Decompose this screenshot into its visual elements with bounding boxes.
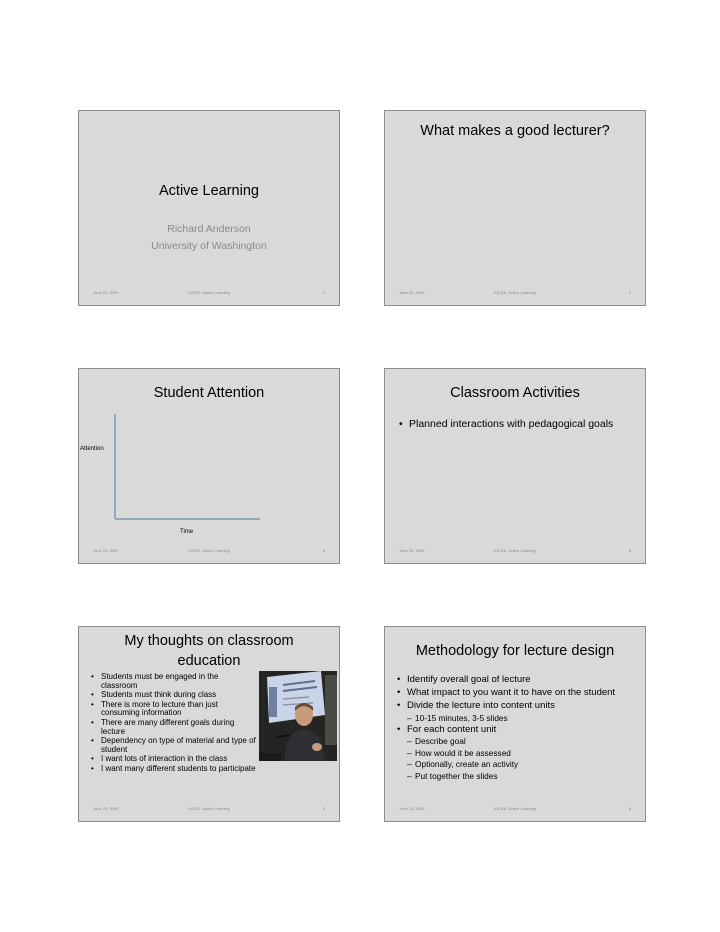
list-item: • Students must think during class — [91, 691, 256, 700]
slide-5-footer — [79, 806, 339, 814]
footer-date: June 25, 2009 — [93, 548, 119, 553]
slide-4-footer — [385, 548, 645, 556]
list-item: • Identify overall goal of lecture — [397, 675, 637, 685]
footer-date: June 25, 2009 — [399, 290, 425, 295]
sub-list-a — [397, 713, 637, 723]
footer-slide-number: 1 — [322, 290, 325, 295]
footer-date: June 25, 2009 — [399, 806, 425, 811]
slide-6-title: Methodology for lecture design — [415, 643, 615, 659]
slide-1-author: Richard Anderson — [167, 223, 251, 235]
sub-list-item: – Put together the slides — [407, 771, 637, 783]
list-item: • What impact to you want it to have on the student — [397, 688, 637, 698]
slide-4 — [384, 368, 646, 564]
footer-center: IUCEE: Active Learning — [494, 548, 536, 553]
list-item: • Divide the lecture into content units — [397, 701, 637, 711]
footer-slide-number: 4 — [628, 548, 631, 553]
sub-list-container — [397, 713, 637, 723]
lecturer-photo — [259, 671, 337, 761]
list-item: • There is more to lecture than just consuming information — [91, 701, 256, 718]
slide-2-title: What makes a good lecturer? — [420, 123, 610, 139]
slide-1-footer — [79, 290, 339, 298]
slide-4-bullets — [399, 417, 629, 432]
slide-3-title: Student Attention — [153, 385, 265, 401]
slide-5-title-line-1: My thoughts on classroom — [124, 633, 294, 649]
slide-5 — [78, 626, 340, 822]
footer-slide-number: 3 — [322, 548, 325, 553]
footer-date: June 25, 2009 — [399, 548, 425, 553]
list-item: • I want many different students to participate — [91, 765, 256, 774]
footer-center: IUCEE: Active Learning — [494, 806, 536, 811]
slide-6 — [384, 626, 646, 822]
sub-list-item: – Optionally, create an activity — [407, 759, 637, 771]
sub-list-container — [397, 736, 637, 782]
footer-center: IUCEE: Active Learning — [188, 806, 230, 811]
slide-6-bullets — [397, 675, 637, 782]
slide-3-footer — [79, 548, 339, 556]
footer-date: June 25, 2009 — [93, 290, 119, 295]
slide-1 — [78, 110, 340, 306]
slide-2 — [384, 110, 646, 306]
lecturer-photo-illustration — [259, 671, 337, 761]
footer-slide-number: 6 — [628, 806, 631, 811]
footer-center: IUCEE: Active Learning — [494, 290, 536, 295]
footer-center: IUCEE: Active Learning — [188, 548, 230, 553]
footer-date: June 25, 2009 — [93, 806, 119, 811]
slide-2-footer — [385, 290, 645, 298]
slide-4-title: Classroom Activities — [450, 385, 580, 401]
y-axis-label: Attention — [80, 446, 104, 452]
sub-list-item: – Describe goal — [407, 736, 637, 748]
list-item: • Planned interactions with pedagogical goals — [399, 417, 629, 432]
slide-5-title-line-2: education — [177, 653, 241, 669]
list-item: • For each content unit — [397, 725, 637, 735]
slide-5-bullets — [91, 673, 256, 774]
slide-1-affiliation: University of Washington — [151, 240, 267, 252]
footer-center: IUCEE: Active Learning — [188, 290, 230, 295]
sub-list-item: – How would it be assessed — [407, 748, 637, 760]
x-axis-label: Time — [180, 529, 194, 535]
list-item: • There are many different goals during lecture — [91, 719, 256, 736]
list-item: • Students must be engaged in the classroom — [91, 673, 256, 690]
list-item: • Dependency on type of material and type of student — [91, 737, 256, 754]
sub-list-b — [397, 736, 637, 782]
footer-slide-number: 5 — [322, 806, 325, 811]
sub-list-item: – 10-15 minutes, 3-5 slides — [407, 713, 637, 723]
attention-axes — [79, 369, 339, 563]
list-item: • I want lots of interaction in the class — [91, 755, 256, 764]
slide-1-heading: Active Learning — [159, 183, 259, 199]
slide-6-footer — [385, 806, 645, 814]
footer-slide-number: 2 — [628, 290, 631, 295]
slide-3 — [78, 368, 340, 564]
